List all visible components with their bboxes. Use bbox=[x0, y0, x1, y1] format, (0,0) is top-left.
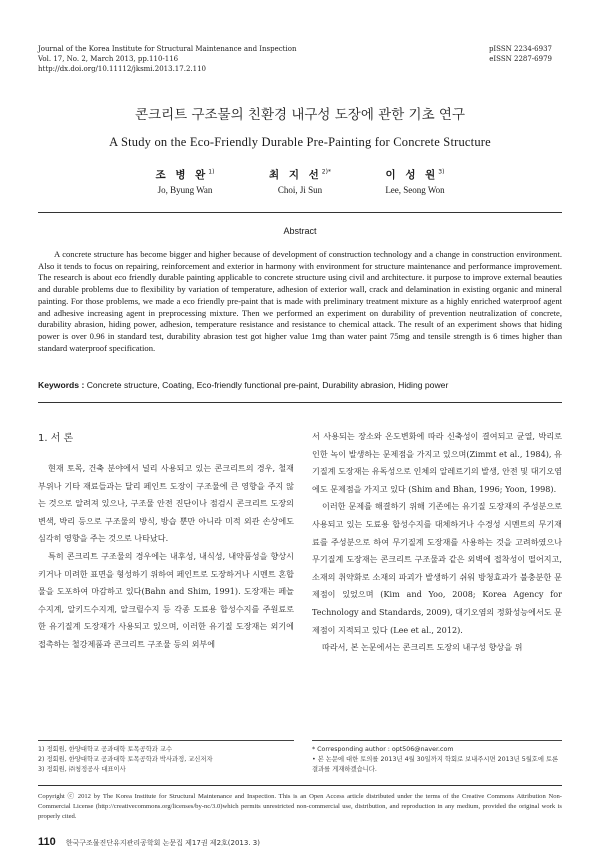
footnote-divider bbox=[312, 740, 562, 741]
divider bbox=[38, 212, 562, 213]
title-english: A Study on the Eco-Friendly Durable Pre-Painting for Concrete Structure bbox=[109, 135, 491, 149]
body-column-left bbox=[38, 428, 294, 654]
issn-block bbox=[489, 44, 552, 64]
footnotes-corresponding bbox=[312, 745, 562, 775]
divider bbox=[38, 402, 562, 403]
journal-volume: Vol. 17, No. 2, March 2013, pp.110-116 bbox=[38, 55, 179, 63]
footnote: 1) 정회원, 한양대학교 공과대학 토목공학과 교수 bbox=[38, 746, 173, 753]
copyright-notice: Copyright ⓒ 2012 by The Korea Institute for Structural Maintenance and Inspection. This is an Open Access article distributed under the terms of the Creative Commons Attribution Non-Commercial License (http://creativecommons.org/licenses/by-nc/3.0)which permits unrestricted non-commercial use, distribution, and reproduction in any medium, provided the original work is properly cited. bbox=[38, 793, 562, 820]
paragraph: 특히 콘크리트 구조물의 경우에는 내후성, 내식성, 내약품성을 향상시키거나 미려한 표면을 형성하기 위하여 페인트로 도장하거나 시멘트 혼합물을 도포하여 마감하고 있다(Bahn and Shim, 1991). 도장재는 페놀수지계, 알키드수지계, 알크릴수지 등 각종 도료용 합성수지를 주원료로 한 유기질계 도장재가 사용되고 있으며, 이러한 유기질 도장재는 외기에 접촉하는 철강제품과 콘크리트 구조물 등의 외부에 bbox=[38, 550, 294, 649]
footnote: 3) 정회원, ㈜청정공사 대표이사 bbox=[38, 766, 126, 773]
journal-header bbox=[38, 44, 368, 74]
author bbox=[130, 167, 240, 195]
title-korean: 콘크리트 구조물의 친환경 내구성 도장에 관한 기초 연구 bbox=[135, 107, 465, 123]
abstract-text: A concrete structure has become bigger and higher because of development of construction technology and a change in construction environment. Also it tends to focus on repairing, reinforcement and exterior in harmony with environment for structure maintenance and performance improvement. The research is about eco friendly durable painting applicable to concrete structure using civil and architecture. it purpose to improve external beauties and durable problems due to flexibility by variation of temperature, adhesion of exterior wall, crack and delamination in existing organic and mineral painting. For those problems, we made a eco friendly pre-paint that is made with preliminary treatment mixture as a highly enriched waterproof agent and adhesive increasing agent in preprocessing mixture. Then we performed an experiment on durability of prevention neutralization of concrete, durability abrasion, hiding power, adhesion, temperature resistance and resistance to chemical attack. The result of an experiment shows that hiding power is over 0.96 in standard test, durability abrasion test got higher value 1mg than water paint 75mg and tensile strength is 6 times higher than standard waterproof specification. bbox=[38, 249, 562, 353]
footnotes-affiliations bbox=[38, 745, 294, 775]
page-number: 110 bbox=[38, 836, 56, 848]
eissn: eISSN 2287-6979 bbox=[489, 55, 552, 63]
paragraph: 현재 토목, 건축 분야에서 널리 사용되고 있는 콘크리트의 경우, 철재 부위나 기타 재료들과는 달리 페인트 도장이 구조물에 큰 영향을 주지 않는 것으로 알려져 있으나, 구조물 안전 진단이나 점검시 콘크리트 도장의 변색, 박리 등으로 구조물의 방식, 방습 뿐만 아니라 미적 외관 손상에도 심각히 영향을 주는 것으로 나타났다. bbox=[38, 463, 294, 544]
divider bbox=[38, 785, 562, 786]
keywords-text: Concrete structure, Coating, Eco-friendly functional pre-paint, Durability abrasion, Hiding power bbox=[84, 380, 449, 390]
paragraph: 서 사용되는 장소와 온도변화에 따라 신축성이 결여되고 균열, 박리로 인한 녹이 발생하는 문제점을 가지고 있으며(Zimmt et al., 1984), 유기질계 도장재는 유독성으로 인체의 알레르기의 발생, 안전 및 대기오염에도 문제점을 가지고 있다 (Shim and Bhan, 1996; Yoon, 1998). bbox=[312, 431, 562, 494]
author-name-en: Lee, Seong Won bbox=[385, 185, 445, 195]
author-name-ko: 최 지 선 bbox=[269, 169, 322, 181]
paragraph: 따라서, 본 논문에서는 콘크리트 도장의 내구성 향상을 위 bbox=[322, 642, 523, 653]
abstract-label: Abstract bbox=[283, 226, 317, 236]
body-column-right bbox=[312, 428, 562, 657]
author-affiliation-mark: 2)* bbox=[321, 168, 331, 176]
footnote-divider bbox=[38, 740, 294, 741]
footnote: • 본 논문에 대한 토의를 2013년 4월 30일까지 학회로 보내주시면 2013년 5월호에 토론결과를 게재하겠습니다. bbox=[312, 756, 559, 773]
paragraph: 이러한 문제를 해결하기 위해 기존에는 유기질 도장재의 주성분으로 사용되고 있는 도료용 합성수지를 대체하거나 수경성 시멘트의 무기재료를 주성분으로 하여 무기질계 도장재를 사용하는 것을 고려하였으나 무기질계 도장재는 콘크리트 구조물과 같은 외벽에 접착성이 떨어지고, 소재의 취약화로 소재의 파괴가 발생하기 쉬워 방청효과가 불충분한 문제점이 있었으며 (Kim and Yoo, 2008; Korea Agency for Technology and Standards, 2009), 대기오염의 정화성능에서도 문제점이 지적되고 있다 (Lee et al., 2012). bbox=[312, 501, 562, 635]
author-list bbox=[130, 167, 470, 195]
journal-footer: 한국구조물진단유지관리공학회 논문집 제17권 제2호(2013. 3) bbox=[65, 839, 260, 847]
author-affiliation-mark: 1) bbox=[208, 168, 215, 176]
journal-name: Journal of the Korea Institute for Structural Maintenance and Inspection bbox=[38, 45, 297, 53]
page-footer bbox=[38, 836, 260, 848]
author-name-en: Choi, Ji Sun bbox=[277, 185, 323, 195]
author bbox=[360, 167, 470, 195]
author-name-ko: 이 성 원 bbox=[385, 169, 439, 181]
section-heading: 1. 서 론 bbox=[38, 433, 74, 444]
footnote: 2) 정회원, 한양대학교 공과대학 토목공학과 박사과정, 교신저자 bbox=[38, 756, 213, 763]
author-name-ko: 조 병 완 bbox=[155, 169, 209, 181]
doi-link[interactable]: http://dx.doi.org/10.11112/jksmi.2013.17.2.110 bbox=[38, 65, 206, 73]
author-affiliation-mark: 3) bbox=[438, 168, 445, 176]
author-name-en: Jo, Byung Wan bbox=[157, 185, 213, 195]
keywords-label: Keywords : bbox=[38, 380, 85, 390]
keywords bbox=[38, 380, 562, 390]
pissn: pISSN 2234-6937 bbox=[488, 45, 552, 53]
corresponding-author: * Corresponding author : opt506@naver.com bbox=[312, 746, 454, 753]
author bbox=[245, 167, 355, 195]
